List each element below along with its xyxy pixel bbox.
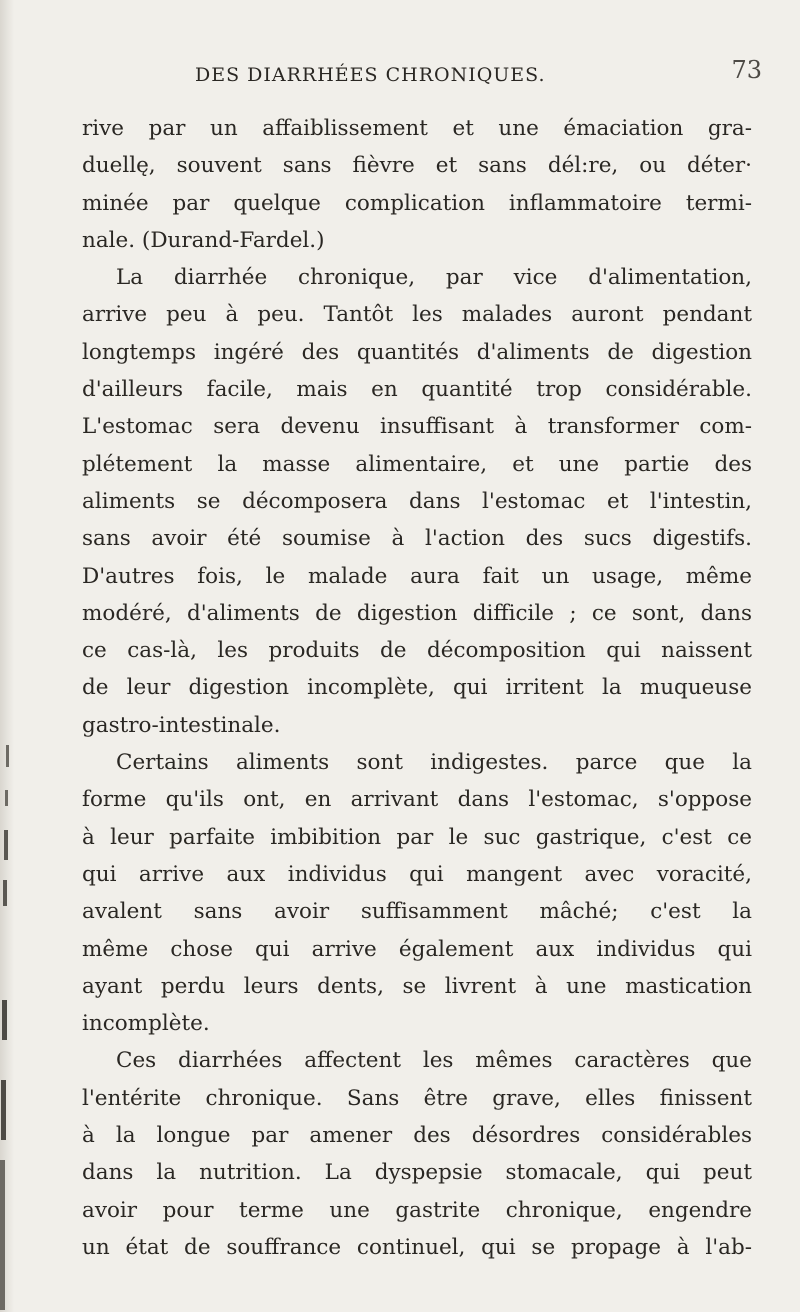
text-line: d'ailleurs facile, mais en quantité trop considérable. xyxy=(82,377,752,403)
text-line: avoir pour terme une gastrite chronique, engendre xyxy=(82,1197,752,1223)
text-line: rive par un affaiblissement et une émaciation gra- xyxy=(82,116,752,141)
text-line: qui arrive aux individus qui mangent avec voracité, xyxy=(82,861,752,887)
text-line: minée par quelque complication inflammatoire termi- xyxy=(82,190,752,216)
text-line: ce cas-là, les produits de décomposition qui naissent xyxy=(82,638,752,664)
text-line: même chose qui arrive également aux individus qui xyxy=(82,936,752,962)
body-text xyxy=(82,110,752,1266)
text-line: gastro-intestinale. xyxy=(82,712,281,738)
text-line: à leur parfaite imbibition par le suc gastrique, c'est ce xyxy=(82,824,752,850)
page-spine-shadow xyxy=(0,0,14,1312)
text-line: plétement la masse alimentaire, et une partie des xyxy=(82,451,752,477)
text-line: avalent sans avoir suffisamment mâché; c'est la xyxy=(82,899,752,925)
text-line: arrive peu à peu. Tantôt les malades auront pendant xyxy=(82,302,752,328)
text-line: nale. (Durand-Fardel.) xyxy=(82,227,325,253)
text-line: forme qu'ils ont, en arrivant dans l'estomac, s'oppose xyxy=(82,787,752,813)
page-number: 73 xyxy=(731,56,762,84)
running-head: DES DIARRHÉES CHRONIQUES. xyxy=(195,64,546,86)
text-line: L'estomac sera devenu insuffisant à transformer com- xyxy=(82,414,752,440)
text-line: un état de souffrance continuel, qui se propage à l'ab- xyxy=(82,1234,752,1260)
text-line: modéré, d'aliments de digestion difficile ; ce sont, dans xyxy=(82,600,752,626)
paragraph-first-line: Ces diarrhées affectent les mêmes caractères que xyxy=(116,1048,752,1074)
paragraph-first-line: Certains aliments sont indigestes. parce que la xyxy=(116,750,752,776)
text-line: de leur digestion incomplète, qui irritent la muqueuse xyxy=(82,675,752,701)
page-header xyxy=(120,54,762,90)
text-line: dans la nutrition. La dyspepsie stomacale, qui peut xyxy=(82,1160,752,1186)
paragraph-first-line: La diarrhée chronique, par vice d'alimentation, xyxy=(116,265,752,291)
text-line: incomplète. xyxy=(82,1011,210,1037)
text-line: ayant perdu leurs dents, se livrent à une mastication xyxy=(82,973,752,999)
text-line: sans avoir été soumise à l'action des sucs digestifs. xyxy=(82,526,752,552)
text-line: D'autres fois, le malade aura fait un usage, même xyxy=(82,563,752,589)
text-line: aliments se décomposera dans l'estomac et l'intestin, xyxy=(82,488,752,514)
text-line: duellę, souvent sans fièvre et sans dél:re, ou déter· xyxy=(82,153,752,179)
text-line: à la longue par amener des désordres considérables xyxy=(82,1123,752,1149)
text-line: longtemps ingéré des quantités d'aliments de digestion xyxy=(82,339,752,365)
text-line: l'entérite chronique. Sans être grave, elles finissent xyxy=(82,1085,752,1111)
